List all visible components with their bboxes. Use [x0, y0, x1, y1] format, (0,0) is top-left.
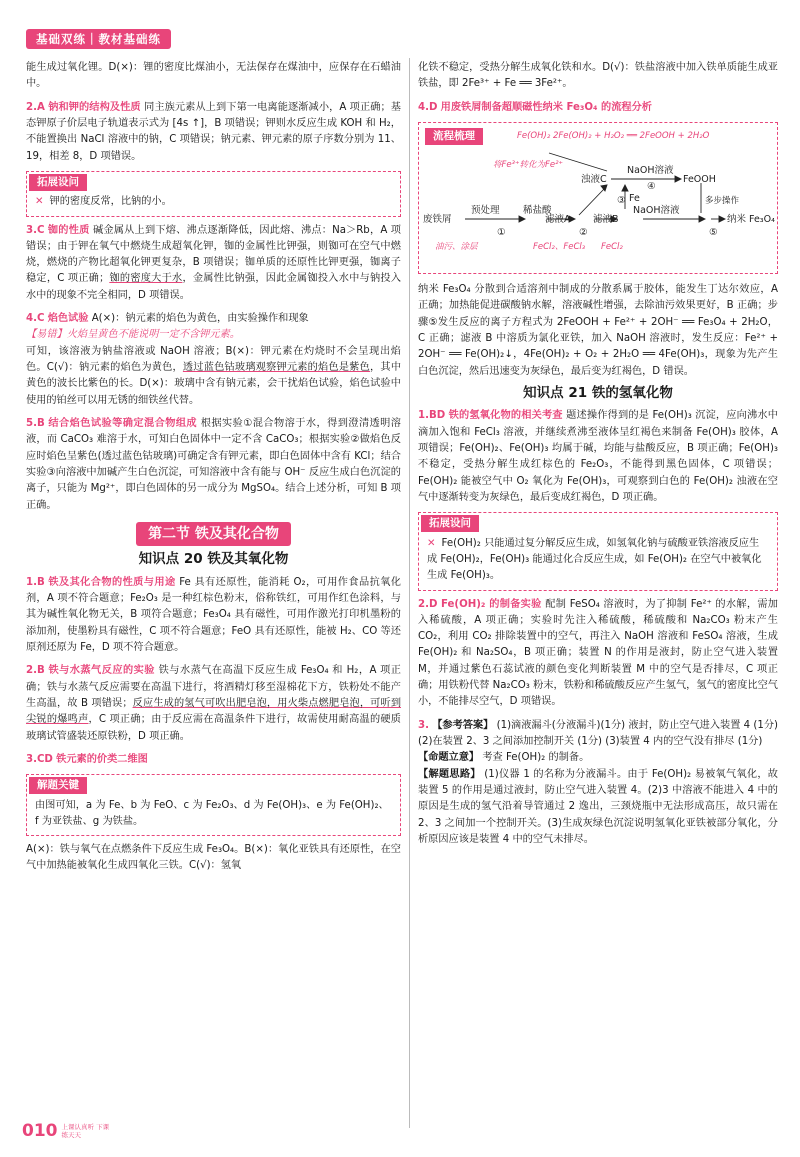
node-naoh-2: NaOH溶液 — [633, 204, 680, 216]
key-text: 由图可知，a 为 Fe、b 为 FeO、c 为 Fe₂O₃、d 为 Fe(OH)₃、e 为 Fe(OH)₂、f 为亚铁盐、g 为铁盐。 — [35, 799, 389, 827]
node-filtrate-a: 滤液A — [545, 213, 571, 225]
q21-2-answer: 2.D Fe(OH)₂ 的制备实验 配制 FeSO₄ 溶液时，为了抑制 Fe²⁺ 的水解，需加入稀硫酸，A 项正确；实验时先注入稀硫酸，稀硫酸和 Na₂CO₃ 粉末产生 CO₂，利用 CO₂ 排除装置中的空气，再注入 NaOH 溶液和 FeSO₄ 溶液，生成 Fe(OH)₂ 和 Na₂SO₄，B 项正确；装置 N 的作用是液封，防止空气进入装置 M，并通过紫色石蕊试液的颜色变化判断装置 M 中的空气是否排尽，C 项正确；用铁粉代替 Na₂CO₃ 粉末，铁粉和稀硫酸反应产生氢气，氢气的密度比空气小，不能排尽空气，D 项错误。 — [418, 598, 778, 708]
q20-3-answer: A(×)：铁与氧气在点燃条件下反应生成 Fe₃O₄。B(×)：氧化亚铁具有还原性，在空气中加热能被氧化生成四氧化三铁。C(√)：氢氧 — [26, 844, 401, 872]
right-column — [418, 60, 778, 848]
extension-text: 钾的密度反常，比钠的小。 — [49, 196, 172, 208]
q21-3-answer: 3. 【参考答案】 (1)滴液漏斗(分液漏斗)(1分) 液封，防止空气进入装置 4 (1分) (2)在装置 2、3 之间添加控制开关 (1分) (3)装置 4 内的空气没有排尽 (1分) 【命题立意】 考查 Fe(OH)₂ 的制备。 【解题思路】 (1)仪器 1 的名称为分液漏斗。由于 Fe(OH)₂ 易被氧气氧化，故装置 5 的作用是通过液封，防止空气进入装置 4。(2)3 中溶液不能进入 4 中的原因是生成的氢气沿着导管通过 2 逸出，三颈烧瓶中无法形成高压，故只需在 2、3 之间加一个控制开关。(3)生成灰绿色沉淀说明氢氧化亚铁被部分氧化，分析原因应该是装置 4 中的空气未排尽。 — [418, 719, 779, 845]
knowledge-point-21: 知识点 21 铁的氢氧化物 — [523, 384, 673, 401]
page-footer — [22, 1118, 112, 1145]
q21-1-answer: 1.BD 铁的氢氧化物的相关考查 题述操作得到的是 Fe(OH)₃ 沉淀，应向沸水中滴加入饱和 FeCl₃ 溶液，并继续煮沸至液体呈红褐色来制备 Fe(OH)₃ 胶体，A 项错误；Fe(OH)₂、Fe(OH)₃ 均属于碱，均能与盐酸反应，B 项正确；Fe(OH)₃ 不稳定，受热分解生成红棕色的 Fe₂O₃，不能得到黑色固体，C 项错误；Fe(OH)₂ 能被空气中 O₂ 氧化为 Fe(OH)₃，可观察到白色的 Fe(OH)₂ 浊液在空气中逐渐转变为灰绿色，最后变成红褐色，D 项正确。 — [418, 410, 778, 503]
key-title: 解题关键 — [29, 777, 87, 794]
extension-title: 拓展设问 — [29, 174, 87, 191]
q20-1-answer: 1.B 铁及其化合物的性质与用途 Fe 具有还原性，能消耗 O₂，可用作食品抗氧化剂，A 项不符合题意；Fe₂O₃ 是一种红棕色粉末，俗称铁红，可用作红色涂料，与其为碱性氧化物无关，B 项符合题意；Fe₃O₄ 具有磁性，可用作激光打印机墨粉的添加剂，使墨粉具有磁性，C 项不符合题意；FeO 具有还原性，能被 H₂、CO 等还原剂还原为 Fe，D 项不符合题意。 — [26, 576, 401, 654]
handwritten-note: 【易错】火焰呈黄色不能说明一定不含钾元素。 — [26, 329, 240, 341]
node-multi-step: 多步操作 — [705, 195, 740, 206]
page-header — [26, 28, 171, 50]
node-nano: 纳米 Fe₃O₄ — [727, 213, 775, 225]
q2-answer: 2.A 钠和钾的结构及性质 同主族元素从上到下第一电离能逐渐减小，A 项正确；基态钾原子价层电子轨道表示式为 [4s ↑]，B 项错误；钾则水反应生成 KOH 和 H₂，不能置换出 NaCl 溶液中的钠，C 项错误；钠元素、钾元素的原子序数分别为 11、19，相差 8，D 项错误。 — [26, 101, 401, 162]
extension-box-2 — [418, 512, 778, 590]
intro-text: 能生成过氧化锂。D(×)：锂的密度比煤油小，无法保存在煤油中，应保存在石蜡油中。 — [26, 62, 401, 90]
right-intro: 化铁不稳定，受热分解生成氧化铁和水。D(√)：铁盐溶液中加入铁单质能生成亚铁盐，即 2Fe³⁺ + Fe ══ 3Fe²⁺。 — [418, 62, 778, 90]
header-tag: 基础双练｜教材基础练 — [26, 29, 171, 49]
note-oil: 油污、涂层 — [435, 241, 478, 252]
svg-text:Fe: Fe — [629, 192, 640, 204]
cross-icon: ✕ — [427, 537, 436, 549]
flow-analysis: 纳米 Fe₃O₄ 分散到合适溶剂中制成的分散系属于胶体，能发生丁达尔效应，A 正确；加热能促进碳酸钠水解，溶液碱性增强，去除油污效果更好，B 正确；步骤⑤发生反应的离子方程式为 2FeOOH + Fe²⁺ + 2OH⁻ ══ Fe₃O₄ + 2H₂O，C 正确；滤液 B 中溶质为氯化亚铁，加入 NaOH 溶液时，发生反应：Fe²⁺ + 2OH⁻ ══ Fe(OH)₂↓，4Fe(OH)₂ + O₂ + 2H₂O ══ 4Fe(OH)₃，现象为先产生白色沉淀，然后迅速变为灰绿色，最后变为红褐色，D 错误。 — [418, 283, 778, 377]
node-acid: 稀盐酸 — [523, 204, 552, 216]
q3-answer: 3.C 铷的性质 碱金属从上到下熔、沸点逐渐降低，因此熔、沸点：Na＞Rb，A 项错误；由于钾在氧气中燃烧生成超氧化钾，铷的金属性比钾强，则铷可在空气中燃烧，燃烧的产物比超氧化钾更复杂，B 项错误；铷单质的还原性比钾更强，铷离子稳定，C 项正确；铷的密度大于水，金属性比钠强，因此金属铷投入水中与钠投入水中的现象不完全相同，D 项错误。 — [26, 224, 402, 301]
section-title: 第二节 铁及其化合物 — [26, 522, 401, 546]
node-naoh-1: NaOH溶液 — [627, 164, 674, 176]
node-iron-scrap: 废铁屑 — [423, 213, 452, 225]
note-fecl2: FeCl₂ — [601, 241, 623, 252]
svg-text:⑤: ⑤ — [709, 226, 718, 238]
svg-text:④: ④ — [647, 180, 656, 192]
left-column — [26, 60, 401, 875]
note-top-eq: Fe(OH)₂ 2Fe(OH)₂ + H₂O₂ ══ 2FeOOH + 2H₂O — [517, 130, 710, 141]
svg-text:③: ③ — [617, 194, 626, 206]
knowledge-point-20: 知识点 20 铁及其氧化物 — [138, 551, 289, 568]
svg-text:②: ② — [579, 226, 588, 238]
flow-title: 流程梳理 — [425, 128, 483, 145]
process-flow-diagram — [418, 122, 778, 274]
extension-title-2: 拓展设问 — [421, 515, 479, 532]
q4-answer: 4.C 焰色试验 A(×)：钠元素的焰色为黄色，由实验操作和现象 【易错】火焰呈黄色不能说明一定不含钾元素。 可知，该溶液为钠盐溶液或 NaOH 溶液；B(×)：钾元素在灼烧时不会呈现出焰色。C(√)：钠元素的焰色为黄色，透过蓝色钴玻璃观察钾元素的焰色是紫色，其中黄色的波长比紫色的长。D(×)：玻璃中含有钠元素，会干扰焰色试验，焰色试验中使用的铂丝可以用无锈的细铁丝代替。 — [26, 313, 402, 406]
q20-3-header: 3.CD 铁元素的价类二维图 — [26, 753, 148, 765]
q20-2-answer: 2.B 铁与水蒸气反应的实验 铁与水蒸气在高温下反应生成 Fe₃O₄ 和 H₂，A 项正确；铁与水蒸气反应需要在高温下进行，将酒精灯移至湿棉花下方，铁粉处不能产生高温，故 B 项错误；反应生成的氢气可吹出肥皂泡，用火柴点燃肥皂泡，可听到尖锐的爆鸣声，C 项正确；由于反应需在高温条件下进行，故需使用耐高温的硬质玻璃试管盛装还原铁粉，D 项正确。 — [26, 665, 402, 742]
key-box — [26, 774, 401, 836]
footer-slogan: 上课认真听 下课练天天 — [61, 1122, 110, 1139]
node-filtrate-b: 滤液B — [593, 213, 619, 225]
extension-box-1 — [26, 171, 401, 217]
note-fecl: FeCl₂、FeCl₃ — [533, 241, 586, 252]
cross-icon: ✕ — [35, 196, 44, 208]
note-fe3-to-fe2: 将Fe³⁺转化为Fe²⁺ — [493, 159, 564, 170]
extension-text-2: Fe(OH)₂ 只能通过复分解反应生成，如氢氧化钠与硫酸亚铁溶液反应生成 Fe(OH)₂，Fe(OH)₃ 能通过化合反应生成，如 Fe(OH)₂ 在空气中被氧化生成 Fe(OH)₃。 — [427, 537, 762, 582]
q4d-header: 4.D 用废铁屑制备超顺磁性纳米 Fe₃O₄ 的流程分析 — [418, 101, 652, 113]
column-divider — [409, 58, 410, 1128]
node-feooh: FeOOH — [683, 173, 716, 185]
svg-text:①: ① — [497, 226, 506, 238]
node-pretreat: 预处理 — [471, 204, 500, 216]
q5-answer: 5.B 结合焰色试验等确定混合物组成 根据实验①混合物溶于水，得到澄清透明溶液，而 CaCO₃ 难溶于水，可知白色固体中一定不含 CaCO₃；根据实验②做焰色反应时焰色呈紫色(透过蓝色钴玻璃)可确定含有钾元素，即白色固体中含有 KCl；结合实验③向溶液中加碱产生白色沉淀，可知溶液中含有能与 OH⁻ 反应生成白色沉淀的离子，只能为 Mg²⁺，即白色固体的另一成分为 MgSO₄。结合上述分析，可知 B 项正确。 — [26, 417, 401, 511]
flow-svg — [419, 123, 777, 273]
page-number: 010 — [22, 1121, 58, 1141]
node-turbid-c: 浊液C — [581, 173, 607, 185]
